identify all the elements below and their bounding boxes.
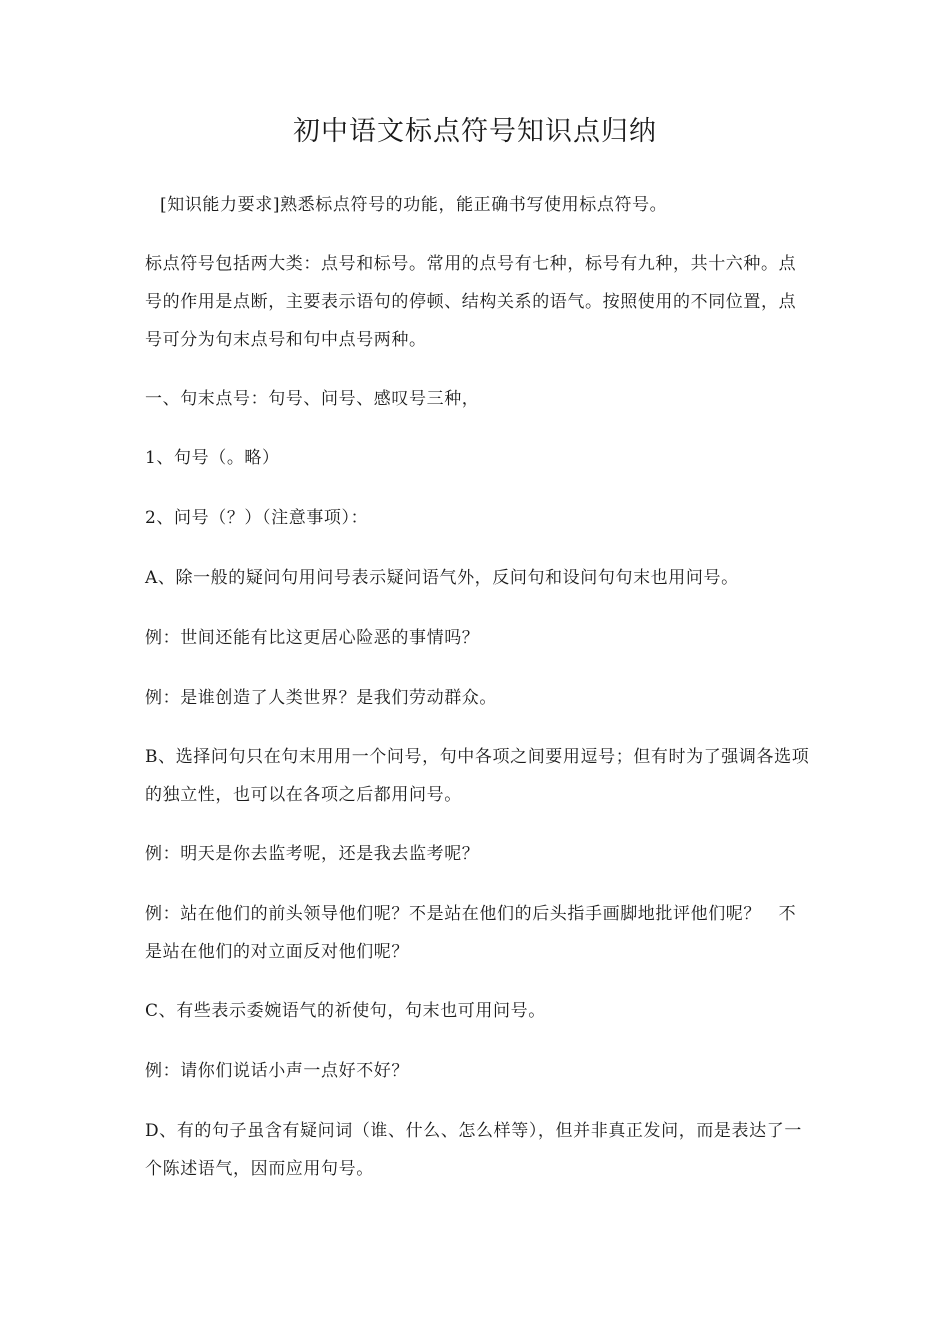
point-d: D、有的句子虽含有疑问词（谁、什么、怎么样等），但并非真正发问，而是表达了一个陈述语气，因而应用句号。 bbox=[145, 1121, 802, 1179]
example-b2: 例：站在他们的前头领导他们呢？不是站在他们的后头指手画脚地批评他们呢？ 不是站在他们的对立面反对他们呢？ bbox=[145, 904, 797, 962]
item-question-mark: 2、问号（？）（注意事项）： bbox=[145, 508, 369, 528]
section1-heading: 一、句末点号：句号、问号、感叹号三种， bbox=[145, 389, 480, 409]
requirement-paragraph: [知识能力要求]熟悉标点符号的功能，能正确书写使用标点符号。 bbox=[160, 195, 668, 215]
intro-paragraph: 标点符号包括两大类：点号和标号。常用的点号有七种，标号有九种，共十六种。点号的作用是点断，主要表示语句的停顿、结构关系的语气。按照使用的不同位置，点号可分为句末点号和句中点号两种。 bbox=[145, 254, 797, 350]
point-b: B、选择问句只在句末用用一个问号，句中各项之间要用逗号；但有时为了强调各选项的独立性，也可以在各项之后都用问号。 bbox=[145, 747, 810, 805]
example-a1: 例：世间还能有比这更居心险恶的事情吗？ bbox=[145, 628, 480, 648]
point-a: A、除一般的疑问句用问号表示疑问语气外，反问句和设问句句末也用问号。 bbox=[145, 568, 739, 588]
item-period: 1、句号（。略） bbox=[145, 448, 280, 468]
point-c: C、有些表示委婉语气的祈使句，句末也可用问号。 bbox=[145, 1001, 546, 1021]
example-b1: 例：明天是你去监考呢，还是我去监考呢？ bbox=[145, 844, 480, 864]
example-c1: 例：请你们说话小声一点好不好？ bbox=[145, 1061, 409, 1081]
example-a2: 例：是谁创造了人类世界？是我们劳动群众。 bbox=[145, 688, 497, 708]
document-title: 初中语文标点符号知识点归纳 bbox=[293, 116, 657, 147]
